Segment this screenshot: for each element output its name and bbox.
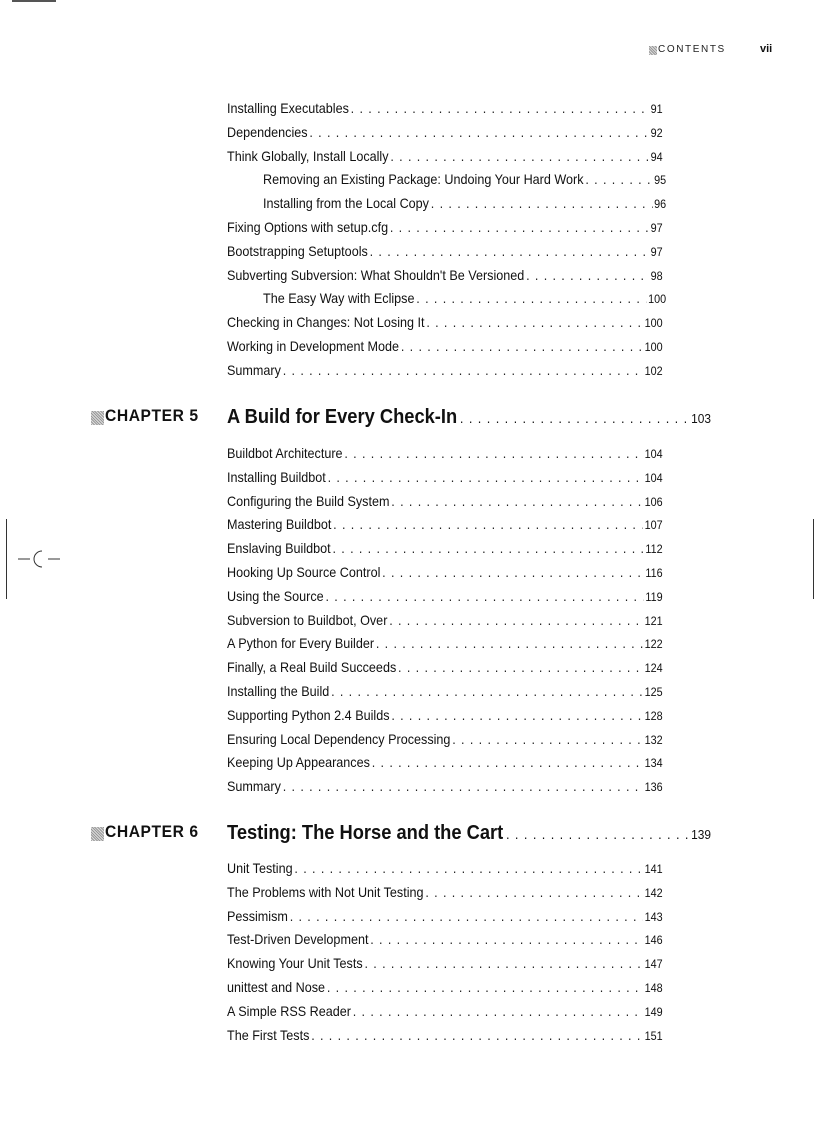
- toc-entry[interactable]: [227, 98, 663, 118]
- entry-title: Pessimism: [227, 908, 288, 924]
- toc-entry[interactable]: [227, 929, 663, 949]
- dot-leader: [506, 820, 688, 848]
- dot-leader: [309, 122, 648, 142]
- dot-leader: [425, 882, 642, 902]
- dot-leader: [370, 929, 643, 949]
- crop-line-right: [813, 519, 814, 599]
- entry-title: Working in Development Mode: [227, 338, 400, 354]
- dot-leader: [325, 586, 643, 606]
- entry-page-number: 149: [644, 1005, 663, 1019]
- dot-leader: [290, 906, 643, 926]
- chapter-page-number: 139: [691, 827, 712, 842]
- dot-leader: [526, 265, 649, 285]
- entry-title: Think Globally, Install Locally: [227, 148, 389, 164]
- entry-page-number: 106: [644, 495, 663, 509]
- entry-page-number: 147: [644, 957, 663, 971]
- entry-title: Hooking Up Source Control: [227, 564, 381, 580]
- entry-title: A Simple RSS Reader: [227, 1003, 351, 1019]
- toc-entry[interactable]: [227, 336, 663, 356]
- dot-leader: [389, 610, 643, 630]
- entry-page-number: 91: [650, 102, 663, 116]
- entry-title: Knowing Your Unit Tests: [227, 955, 363, 971]
- dot-leader: [426, 312, 642, 332]
- entry-title: Installing Executables: [227, 100, 349, 116]
- header-marker-icon: [649, 46, 657, 55]
- dot-leader: [351, 98, 649, 118]
- entry-title: Configuring the Build System: [227, 493, 390, 509]
- running-header: [0, 44, 816, 58]
- entry-title: Removing an Existing Package: Undoing Your Hard Work: [263, 171, 584, 187]
- dot-leader: [391, 705, 642, 725]
- toc-entry[interactable]: [227, 776, 663, 796]
- dot-leader: [370, 241, 649, 261]
- entry-page-number: 122: [644, 637, 663, 651]
- toc-entry[interactable]: [227, 633, 663, 653]
- entry-title: Buildbot Architecture: [227, 445, 343, 461]
- entry-page-number: 95: [654, 173, 667, 187]
- dot-leader: [283, 360, 643, 380]
- toc-entry[interactable]: [227, 858, 663, 878]
- chapter-label: CHAPTER 6: [105, 822, 199, 841]
- entry-page-number: 116: [645, 566, 663, 580]
- chapter-title: A Build for Every Check-In: [227, 406, 458, 428]
- toc-entry[interactable]: [227, 1025, 663, 1045]
- toc-entry[interactable]: [263, 169, 666, 189]
- entry-title: Subversion to Buildbot, Over: [227, 612, 388, 628]
- dot-leader: [333, 514, 643, 534]
- entry-title: Installing from the Local Copy: [263, 195, 429, 211]
- toc-entry[interactable]: [227, 217, 663, 237]
- entry-page-number: 141: [644, 862, 663, 876]
- entry-page-number: 94: [650, 150, 663, 164]
- entry-title: Mastering Buildbot: [227, 516, 332, 532]
- toc-entry[interactable]: [227, 610, 663, 630]
- entry-title: Enslaving Buildbot: [227, 540, 331, 556]
- dot-leader: [328, 467, 643, 487]
- entry-page-number: 119: [645, 590, 663, 604]
- entry-page-number: 100: [644, 316, 663, 330]
- entry-page-number: 96: [654, 197, 667, 211]
- entry-page-number: 97: [650, 245, 663, 259]
- toc-entry[interactable]: [227, 491, 663, 511]
- entry-page-number: 151: [644, 1029, 663, 1043]
- chapter-marker-icon: [91, 827, 104, 841]
- toc-entry[interactable]: [227, 360, 663, 380]
- entry-page-number: 121: [644, 614, 663, 628]
- entry-page-number: 100: [648, 292, 667, 306]
- toc-entry[interactable]: [227, 705, 663, 725]
- dot-leader: [585, 169, 652, 189]
- chapter-marker-icon: [91, 411, 104, 425]
- entry-title: The Problems with Not Unit Testing: [227, 884, 424, 900]
- dot-leader: [344, 443, 642, 463]
- entry-title: Fixing Options with setup.cfg: [227, 219, 389, 235]
- entry-title: A Python for Every Builder: [227, 635, 375, 651]
- entry-page-number: 124: [644, 661, 663, 675]
- chapter-title: Testing: The Horse and the Cart: [227, 822, 504, 844]
- toc-entry[interactable]: [227, 562, 663, 582]
- entry-page-number: 142: [644, 886, 663, 900]
- dot-leader: [452, 729, 643, 749]
- dot-leader: [382, 562, 643, 582]
- dot-leader: [331, 681, 643, 701]
- entry-title: Installing the Build: [227, 683, 330, 699]
- toc-entry[interactable]: [227, 514, 663, 534]
- toc-entry[interactable]: [227, 906, 663, 926]
- dot-leader: [294, 858, 642, 878]
- entry-title: Checking in Changes: Not Losing It: [227, 314, 425, 330]
- toc-entry[interactable]: [227, 538, 663, 558]
- dot-leader: [460, 404, 689, 432]
- entry-page-number: 134: [644, 756, 663, 770]
- dot-leader: [390, 217, 649, 237]
- toc-entry[interactable]: [227, 953, 663, 973]
- dot-leader: [364, 953, 642, 973]
- entry-title: Installing Buildbot: [227, 469, 326, 485]
- dot-leader: [283, 776, 643, 796]
- entry-title: The First Tests: [227, 1027, 310, 1043]
- toc-entry[interactable]: [227, 241, 663, 261]
- entry-title: Keeping Up Appearances: [227, 754, 370, 770]
- entry-title: Finally, a Real Build Succeeds: [227, 659, 397, 675]
- entry-page-number: 136: [644, 780, 663, 794]
- entry-title: The Easy Way with Eclipse: [263, 290, 415, 306]
- chapter-5-heading[interactable]: [0, 403, 816, 431]
- toc-entry[interactable]: [227, 729, 663, 749]
- top-rule: [12, 0, 56, 2]
- chapter-label: CHAPTER 5: [105, 406, 199, 425]
- entry-page-number: 100: [644, 340, 663, 354]
- toc-entry[interactable]: [263, 193, 666, 213]
- toc-entry[interactable]: [263, 288, 666, 308]
- toc-entry[interactable]: [227, 586, 663, 606]
- chapter-6-heading[interactable]: [0, 819, 816, 847]
- entry-page-number: 143: [644, 910, 663, 924]
- entry-title: Bootstrapping Setuptools: [227, 243, 368, 259]
- chapter-page-number: 103: [691, 411, 712, 426]
- toc-entry[interactable]: [227, 1001, 663, 1021]
- entry-title: Unit Testing: [227, 860, 293, 876]
- registration-mark: [0, 519, 70, 599]
- toc-entry[interactable]: [227, 265, 663, 285]
- entry-page-number: 98: [650, 269, 663, 283]
- toc-entry[interactable]: [227, 146, 663, 166]
- entry-page-number: 146: [644, 933, 663, 947]
- entry-title: Using the Source: [227, 588, 324, 604]
- entry-page-number: 107: [644, 518, 663, 532]
- entry-page-number: 104: [644, 471, 663, 485]
- entry-title: Test-Driven Development: [227, 931, 369, 947]
- entry-page-number: 148: [644, 981, 663, 995]
- entry-title: unittest and Nose: [227, 979, 326, 995]
- toc-entry[interactable]: [227, 681, 663, 701]
- entry-title: Ensuring Local Dependency Processing: [227, 731, 451, 747]
- dot-leader: [376, 633, 643, 653]
- dot-leader: [332, 538, 643, 558]
- entry-page-number: 128: [644, 709, 663, 723]
- dot-leader: [398, 657, 643, 677]
- entry-title: Supporting Python 2.4 Builds: [227, 707, 390, 723]
- dot-leader: [431, 193, 653, 213]
- dot-leader: [391, 491, 642, 511]
- entry-page-number: 132: [644, 733, 663, 747]
- dot-leader: [372, 752, 643, 772]
- entry-page-number: 102: [644, 364, 663, 378]
- entry-page-number: 92: [650, 126, 663, 140]
- toc-entry[interactable]: [227, 312, 663, 332]
- header-title: CONTENTS: [658, 44, 726, 55]
- dot-leader: [353, 1001, 643, 1021]
- toc-entry[interactable]: [227, 657, 663, 677]
- entry-title: Dependencies: [227, 124, 308, 140]
- dot-leader: [390, 146, 648, 166]
- entry-page-number: 125: [644, 685, 663, 699]
- toc-entry[interactable]: [227, 122, 663, 142]
- crosshair-icon: [0, 519, 70, 599]
- entry-page-number: 104: [644, 447, 663, 461]
- dot-leader: [327, 977, 643, 997]
- entry-title: Subverting Subversion: What Shouldn't Be Versioned: [227, 267, 525, 283]
- toc-entry[interactable]: [227, 443, 663, 463]
- dot-leader: [311, 1025, 643, 1045]
- toc-entry[interactable]: [227, 977, 663, 997]
- dot-leader: [416, 288, 646, 308]
- dot-leader: [401, 336, 643, 356]
- entry-page-number: 97: [650, 221, 663, 235]
- toc-entry[interactable]: [227, 882, 663, 902]
- entry-page-number: 112: [645, 542, 663, 556]
- toc-entry[interactable]: [227, 467, 663, 487]
- entry-title: Summary: [227, 778, 281, 794]
- header-page-number: vii: [760, 43, 773, 55]
- toc-entry[interactable]: [227, 752, 663, 772]
- entry-title: Summary: [227, 362, 281, 378]
